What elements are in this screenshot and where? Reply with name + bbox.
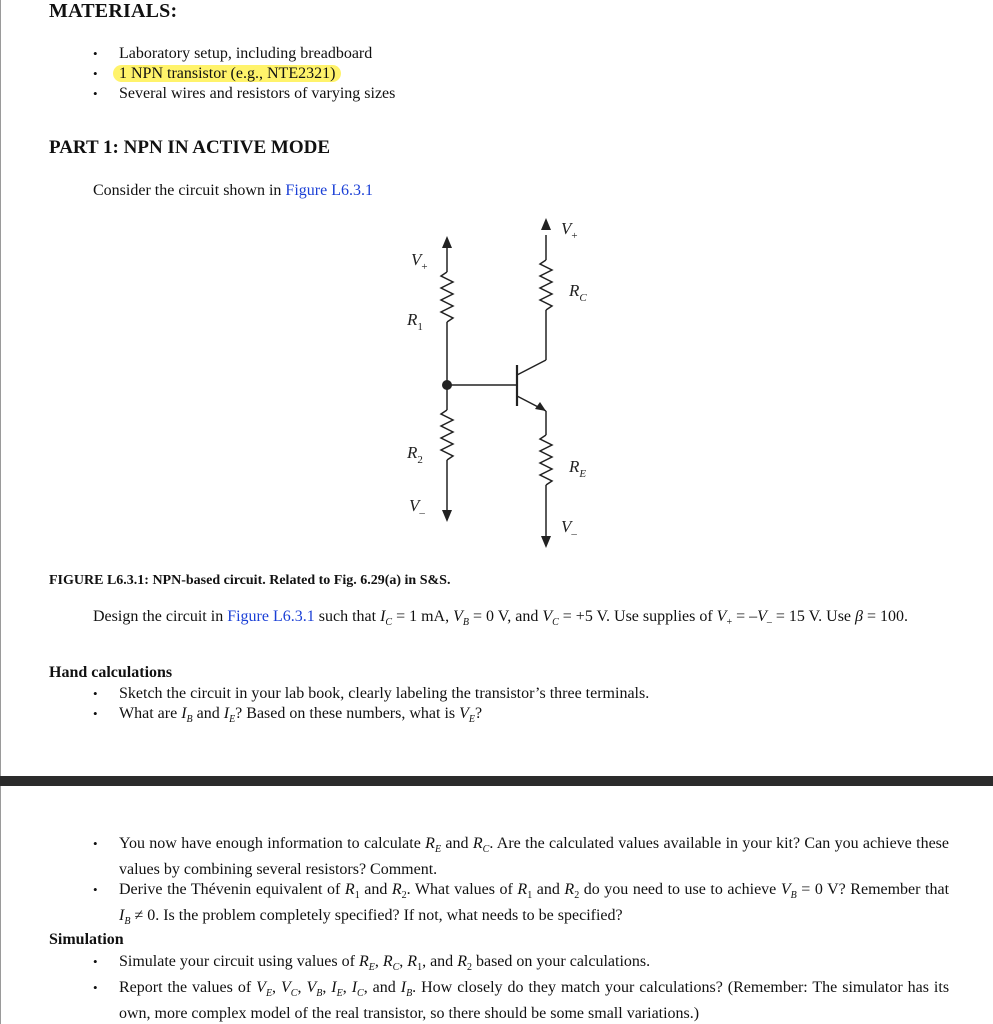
figure-caption: FIGURE L6.3.1: NPN-based circuit. Related to Fig. 6.29(a) in S&S.: [49, 573, 451, 588]
list-item: • You now have enough information to calculate $R_E$ and $R_C$. Are the calculated values available in your kit? Can you achieve these values by combining several resistors? Comment.: [93, 834, 949, 880]
v-plus-label-left: $V_+$: [411, 250, 428, 273]
intro-paragraph: Consider the circuit shown in Figure L6.3.1: [93, 182, 373, 199]
materials-list: [93, 44, 395, 104]
figure-link[interactable]: Figure L6.3.1: [227, 608, 315, 625]
list-item: • Sketch the circuit in your lab book, clearly labeling the transistor’s three terminals.: [93, 684, 649, 704]
list-item: • Simulate your circuit using values of $R_E$, $R_C$, $R_1$, and $R_2$ based on your calculations.: [93, 952, 949, 978]
simulation-heading: Simulation: [49, 931, 124, 948]
rc-label: $R_C$: [569, 281, 587, 304]
materials-item: • Laboratory setup, including breadboard: [93, 44, 395, 64]
highlight: 1 NPN transistor (e.g., NTE2321): [113, 65, 341, 82]
hand-calculations-list: [93, 684, 649, 730]
junction-dot: [442, 380, 452, 390]
hand-calculations-heading: Hand calculations: [49, 664, 173, 681]
simulation-list: [93, 952, 949, 1024]
design-paragraph: Design the circuit in Figure L6.3.1 such that $I_C = 1$ mA, $V_B = 0$ V, and $V_C = +5$ V. Use supplies of $V_+ = -V_- = 15$ V. Use β = 100.: [93, 608, 909, 629]
re-label: $R_E$: [569, 457, 587, 480]
down-arrow-icon: [442, 510, 452, 522]
down-arrow-icon: [541, 536, 551, 548]
materials-item-highlighted: [93, 64, 395, 84]
list-item: • Report the values of $V_E$, $V_C$, $V_B$, $I_E$, $I_C$, and $I_B$. How closely do they match your calculations? (Remember: The simulator has its own, more complex model of the real transistor, so there should be some small variations.): [93, 978, 949, 1024]
materials-heading: MATERIALS:: [49, 0, 178, 22]
list-item: • Derive the Thévenin equivalent of $R_1$ and $R_2$. What values of $R_1$ and $R_2$ do you need to use to achieve $V_B = 0$ V? Remember that $I_B \ne 0$. Is the problem completely specified? If not, what needs to be specified?: [93, 880, 949, 932]
r2-label: $R_2$: [407, 443, 423, 466]
list-item: • What are $I_B$ and $I_E$? Based on these numbers, what is $V_E$?: [93, 704, 649, 730]
up-arrow-icon: [541, 218, 551, 230]
up-arrow-icon: [442, 236, 452, 248]
document-page-2: [0, 786, 993, 1024]
continued-list: [93, 834, 949, 933]
npn-circuit-diagram: [381, 210, 621, 555]
part1-heading: PART 1: NPN IN ACTIVE MODE: [49, 137, 331, 158]
v-minus-label-right: $V_-$: [561, 517, 577, 540]
materials-item: • Several wires and resistors of varying sizes: [93, 84, 395, 104]
page-separator: [0, 776, 993, 786]
r1-label: $R_1$: [407, 310, 423, 333]
v-minus-label-left: $V_-$: [409, 496, 425, 519]
v-plus-label-right: $V_+$: [561, 219, 578, 242]
figure-link[interactable]: Figure L6.3.1: [285, 182, 373, 199]
